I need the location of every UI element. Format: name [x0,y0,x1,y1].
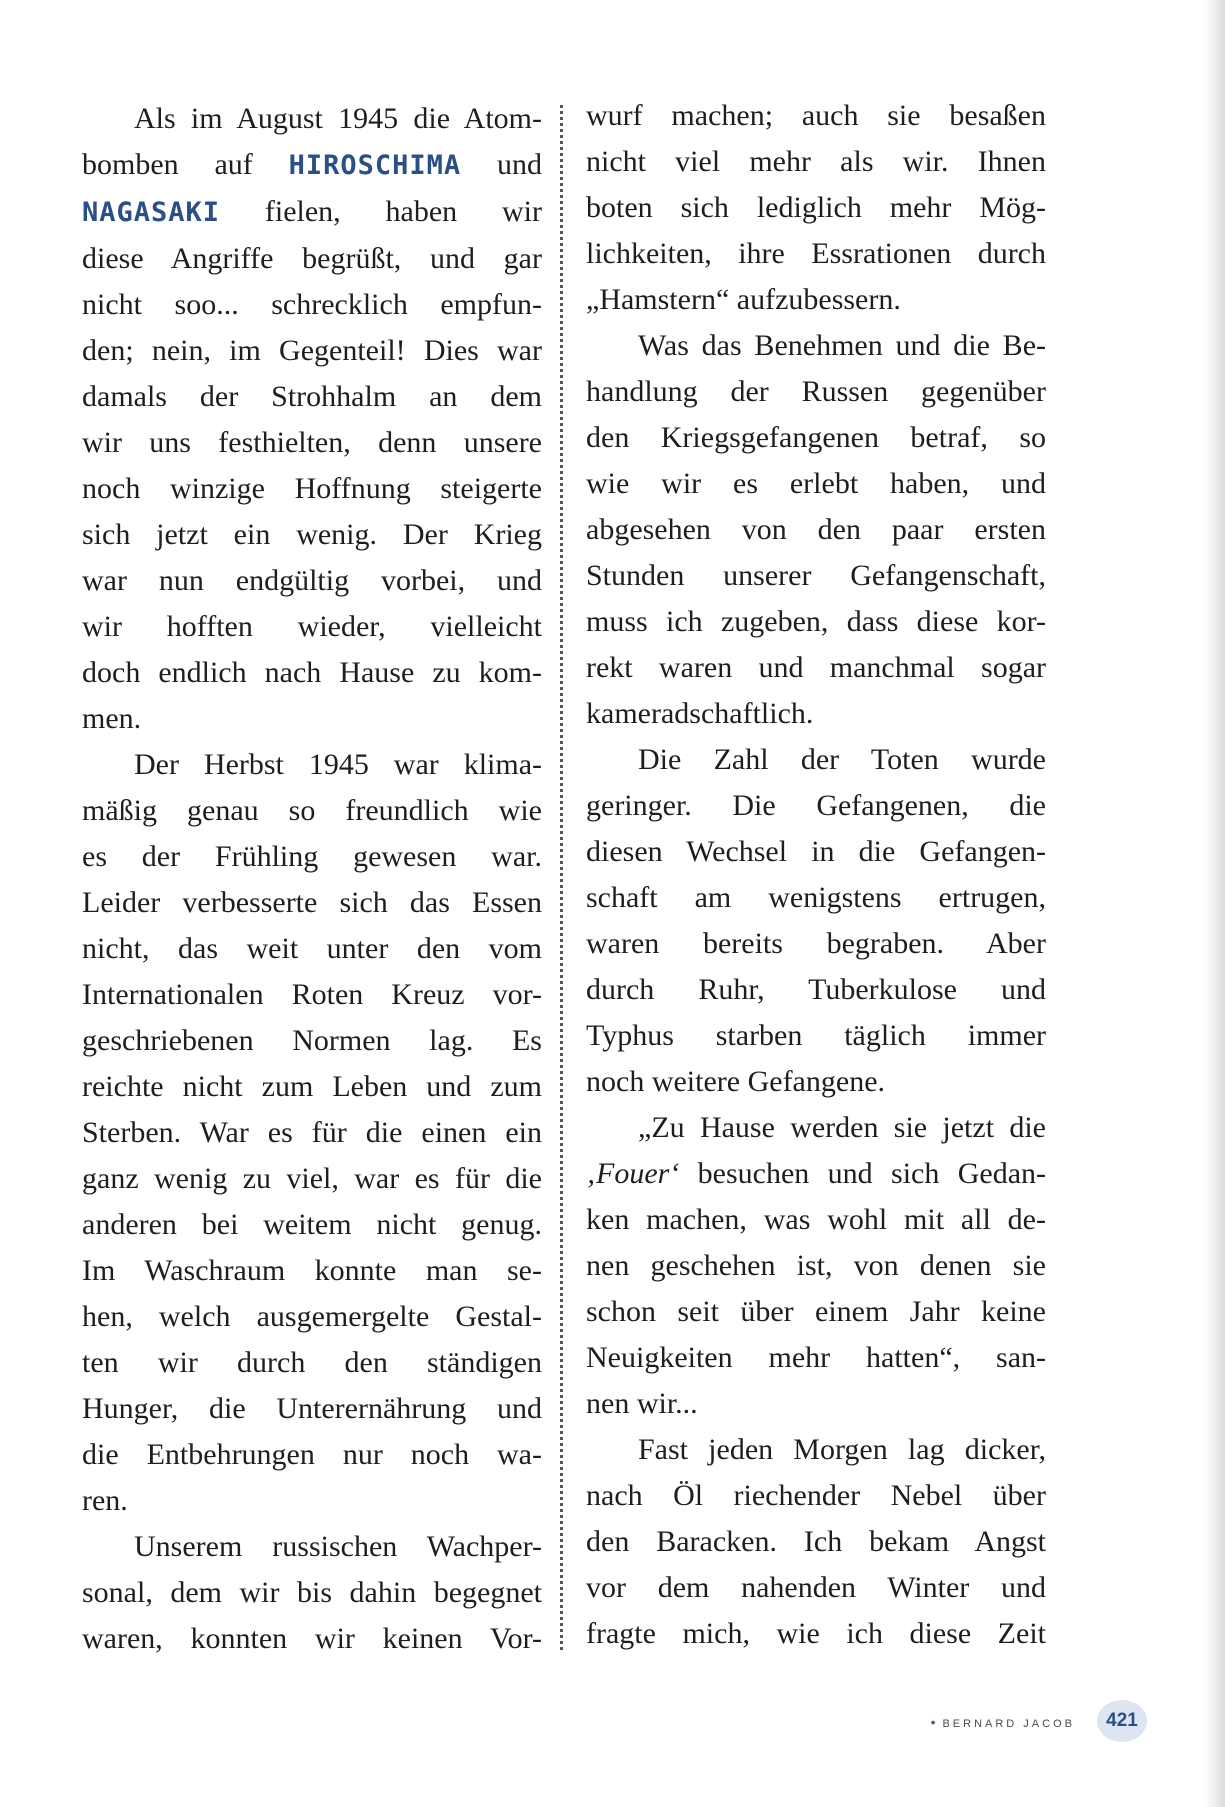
footer-bullet: • [930,1714,939,1730]
text-line: nicht viel mehr als wir. Ihnen [586,145,1046,178]
paragraph [82,742,542,1524]
text-line: ganz wenig zu viel, war es für die [82,1162,542,1195]
text-line: es der Frühling gewesen war. [82,840,542,873]
text-line: damals der Strohhalm an dem [82,380,542,413]
text-line: doch endlich nach Hause zu kom- [82,656,542,689]
text-line: die Entbehrungen nur noch wa- [82,1438,542,1471]
text-line: Der Herbst 1945 war klima- [134,748,542,781]
right-column [586,93,1046,1657]
city-name-nagasaki: NAGASAKI [82,197,221,228]
page-number: 421 [1097,1700,1147,1742]
text-line: diese Angriffe begrüßt, und gar [82,242,542,275]
text-line: wie wir es erlebt haben, und [586,467,1046,500]
text-line: den Kriegsgefangenen betraf, so [586,421,1046,454]
text-line [82,142,542,189]
text-line: war nun endgültig vorbei, und [82,564,542,597]
column-divider [560,105,563,1650]
text-line: mäßig genau so freundlich wie [82,794,542,827]
text-line: Als im August 1945 die Atom- [134,102,542,135]
text-line: geringer. Die Gefangenen, die [586,789,1046,822]
text-line: fragte mich, wie ich diese Zeit [586,1617,1046,1650]
text-line: Typhus starben täglich immer [586,1019,1046,1052]
text-line: Leider verbesserte sich das Essen [82,886,542,919]
text-line: ren. [82,1484,128,1517]
text-line [82,189,542,236]
text-span: besuchen und sich Gedan- [679,1157,1046,1190]
text-line: ken machen, was wohl mit all de- [586,1203,1046,1236]
text-line: vor dem nahenden Winter und [586,1571,1046,1604]
text-line: rekt waren und manchmal sogar [586,651,1046,684]
text-line: boten sich lediglich mehr Mög- [586,191,1046,224]
text-line: Neuigkeiten mehr hatten“, san- [586,1341,1046,1374]
text-line: muss ich zugeben, dass diese kor- [586,605,1046,638]
text-line: noch winzige Hoffnung steigerte [82,472,542,505]
text-line: lichkeiten, ihre Essrationen durch [586,237,1046,270]
paragraph [586,93,1046,323]
text-line: hen, welch ausgemergelte Gestal- [82,1300,542,1333]
emphasized-word: ‚Fouer‘ [586,1157,680,1190]
text-line: nicht, das weit unter den vom [82,932,542,965]
text-line: geschriebenen Normen lag. Es [82,1024,542,1057]
text-line [586,1151,1046,1197]
text-line: diesen Wechsel in die Gefangen- [586,835,1046,868]
text-line: noch weitere Gefangene. [586,1065,886,1098]
text-line: waren, konnten wir keinen Vor- [82,1622,542,1655]
text-line: nen wir... [586,1387,698,1420]
text-line: Die Zahl der Toten wurde [638,743,1046,776]
paragraph [586,1105,1046,1427]
text-line: reichte nicht zum Leben und zum [82,1070,542,1103]
text-line: nicht soo... schrecklich empfun- [82,288,542,321]
running-footer [931,1714,1075,1730]
text-line: schon seit über einem Jahr keine [586,1295,1046,1328]
left-column [82,96,542,1662]
text-line: ten wir durch den ständigen [82,1346,542,1379]
paragraph [586,323,1046,737]
text-line: Stunden unserer Gefangenschaft, [586,559,1046,592]
text-line: Unserem russischen Wachper- [134,1530,542,1563]
text-line: Was das Benehmen und die Be- [638,329,1046,362]
text-line: men. [82,702,142,735]
city-name-hiroschima: HIROSCHIMA [288,150,462,181]
text-line: Internationalen Roten Kreuz vor- [82,978,542,1011]
paragraph [586,737,1046,1105]
text-line: Hunger, die Unterernährung und [82,1392,542,1425]
text-line: „Hamstern“ aufzubessern. [586,283,901,316]
page-edge-shadow [1203,0,1225,1807]
text-line: „Zu Hause werden sie jetzt die [638,1111,1046,1144]
paragraph [586,1427,1046,1657]
paragraph [82,96,542,742]
text-span: und [461,148,542,181]
footer-author: BERNARD JACOB [942,1718,1075,1730]
paragraph [82,1524,542,1662]
text-line: handlung der Russen gegenüber [586,375,1046,408]
text-line: wurf machen; auch sie besaßen [586,99,1046,132]
text-line: Fast jeden Morgen lag dicker, [638,1433,1046,1466]
text-span: bomben auf [82,148,289,181]
text-line: kameradschaftlich. [586,697,814,730]
text-line: schaft am wenigstens ertrugen, [586,881,1046,914]
text-line: nach Öl riechender Nebel über [586,1479,1046,1512]
text-line: abgesehen von den paar ersten [586,513,1046,546]
text-line: Sterben. War es für die einen ein [82,1116,542,1149]
text-line: anderen bei weitem nicht genug. [82,1208,542,1241]
text-line: sonal, dem wir bis dahin begegnet [82,1576,542,1609]
text-line: den; nein, im Gegenteil! Dies war [82,334,542,367]
text-line: durch Ruhr, Tuberkulose und [586,973,1046,1006]
text-line: Im Waschraum konnte man se- [82,1254,542,1287]
text-line: wir uns festhielten, denn unsere [82,426,542,459]
text-line: nen geschehen ist, von denen sie [586,1249,1046,1282]
text-line: sich jetzt ein wenig. Der Krieg [82,518,542,551]
text-span: fielen, haben wir [220,195,542,228]
text-line: den Baracken. Ich bekam Angst [586,1525,1046,1558]
text-line: wir hofften wieder, vielleicht [82,610,542,643]
text-line: waren bereits begraben. Aber [586,927,1046,960]
